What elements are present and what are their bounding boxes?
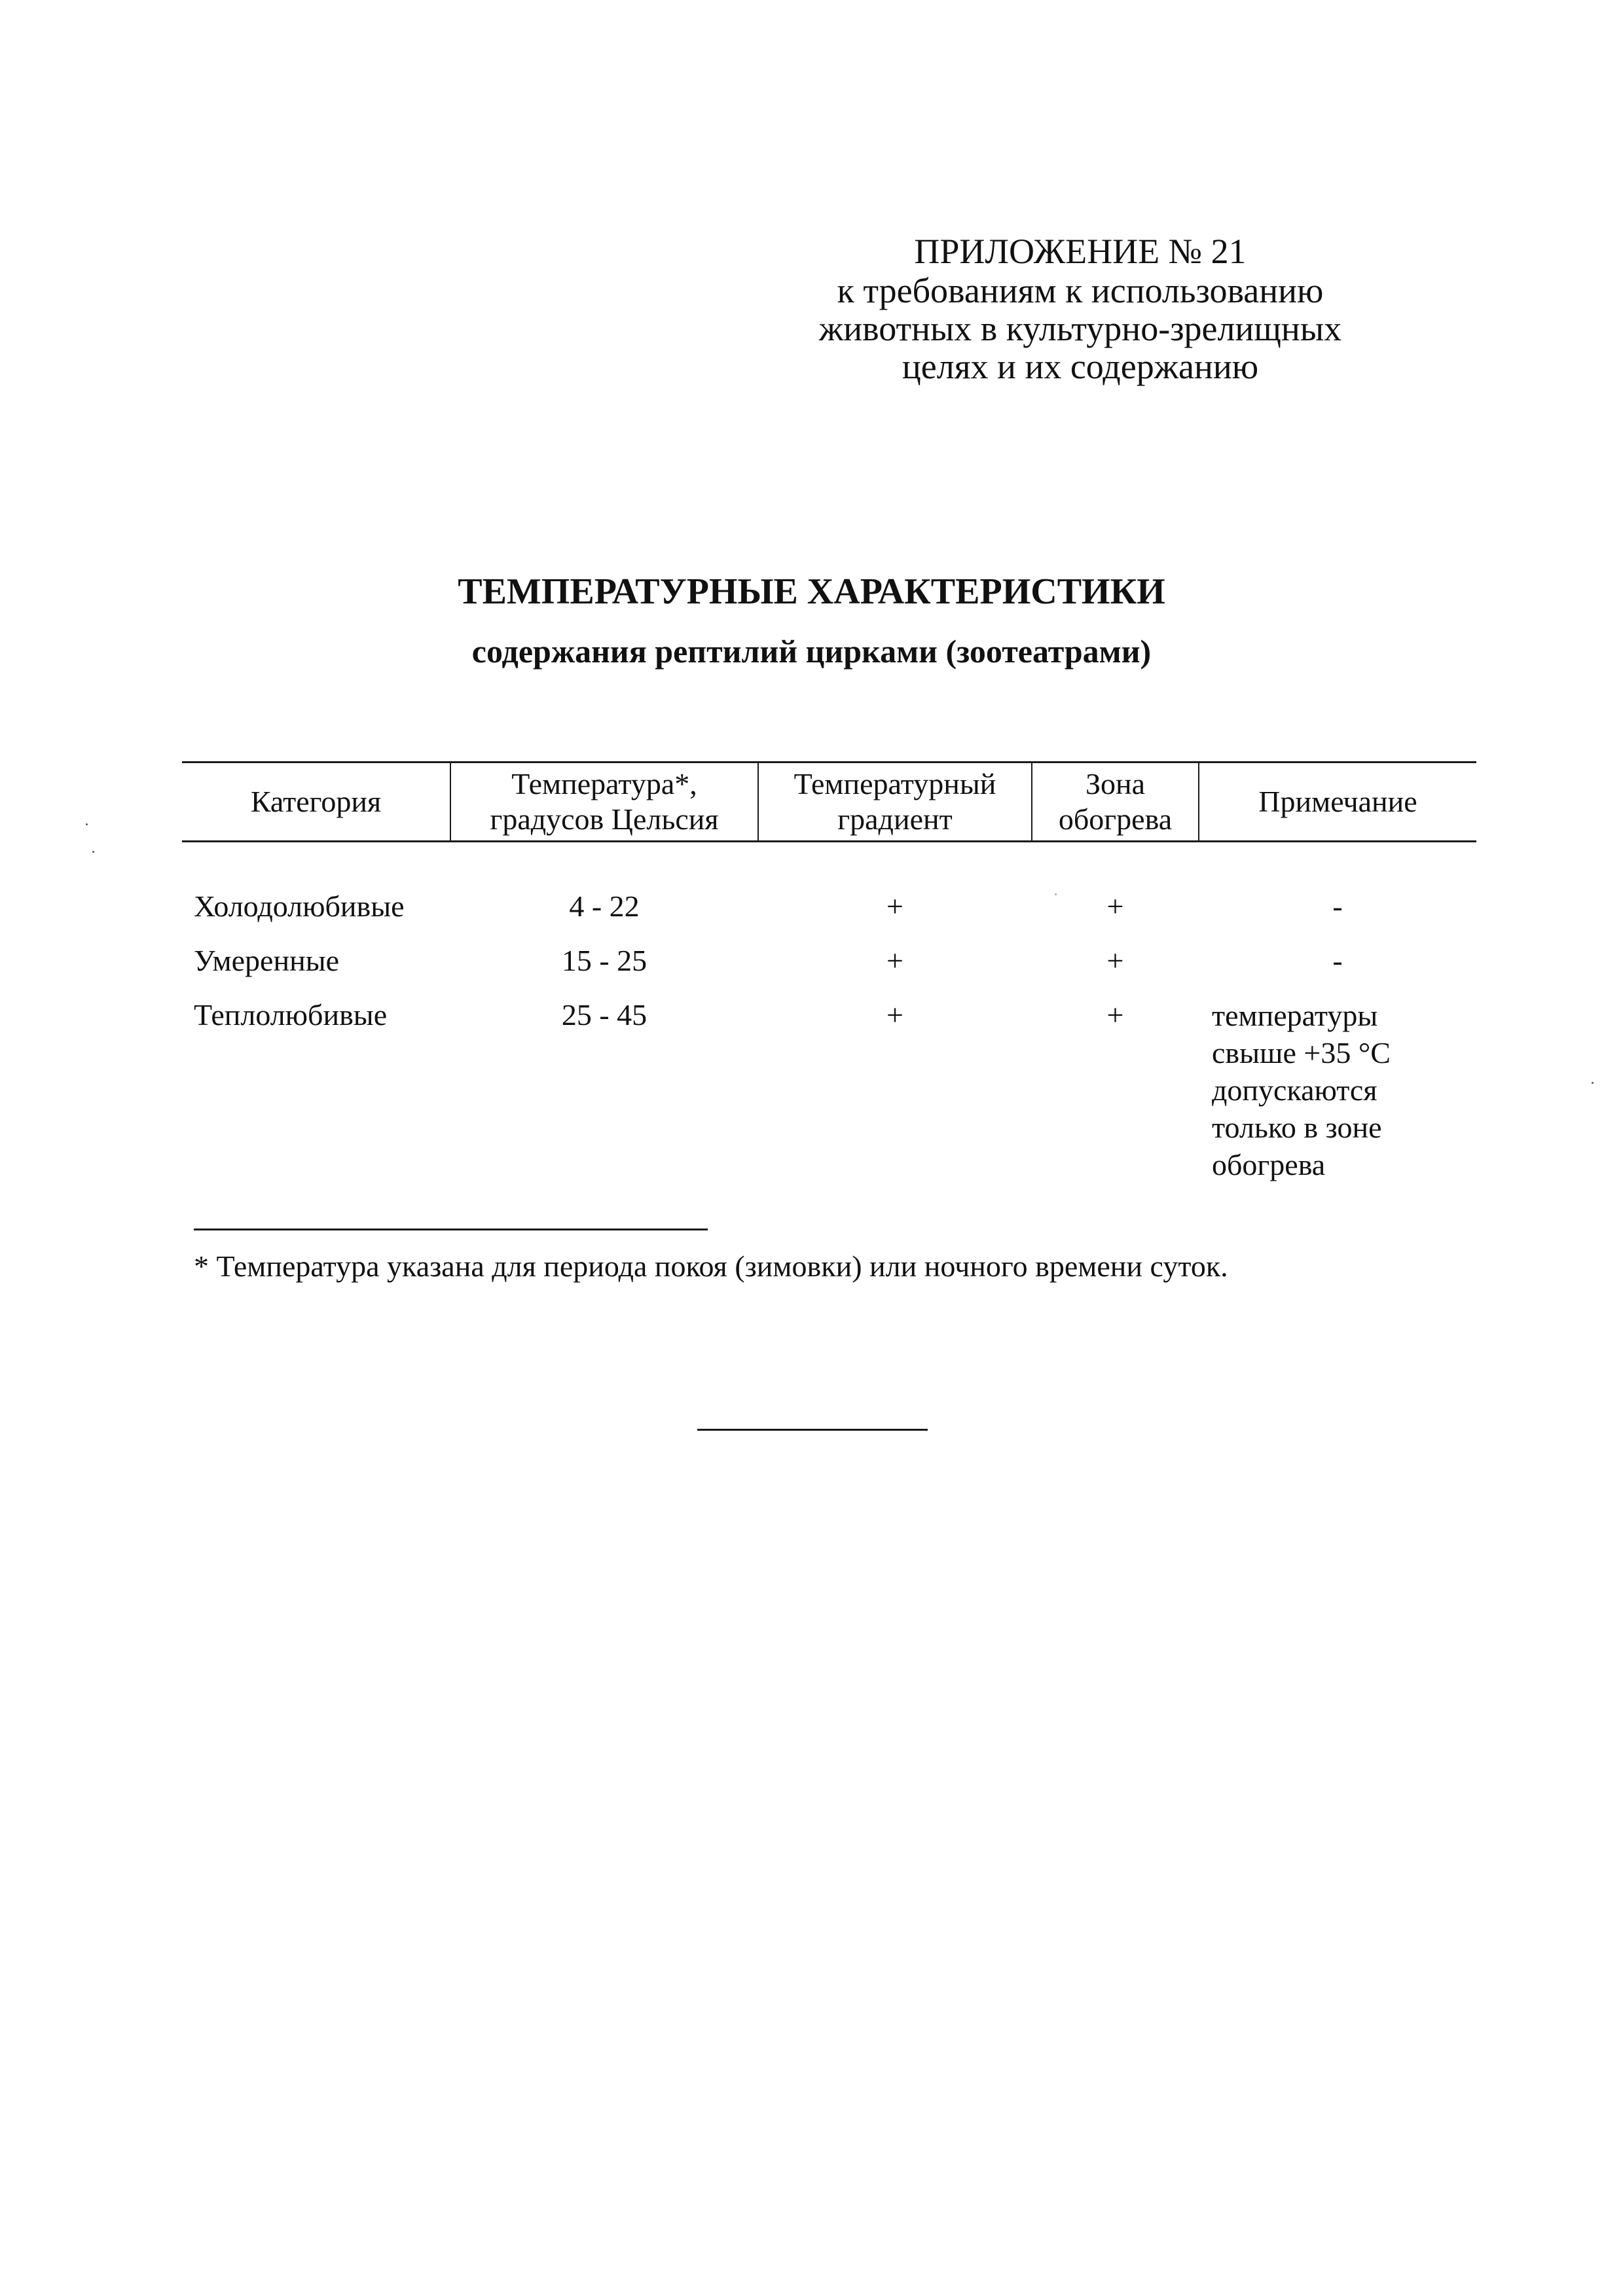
header-temperature: [450, 762, 758, 842]
appendix-line: к требованиям к использованию: [837, 271, 1324, 310]
cell-category: Теплолюбивые: [194, 997, 388, 1031]
header-line: Зона: [1085, 767, 1146, 800]
note-line: обогрева: [1212, 1147, 1326, 1181]
closing-divider: [697, 1429, 928, 1431]
appendix-line: целях и их содержанию: [902, 347, 1259, 386]
cell-category: Холодолюбивые: [194, 889, 405, 923]
table-row: [182, 934, 1476, 988]
cell-note: -: [1332, 889, 1343, 923]
cell-heating-zone: +: [1106, 889, 1124, 923]
note-line: допускаются: [1212, 1073, 1377, 1107]
cell-temperature: 25 - 45: [561, 997, 647, 1031]
header-category: [182, 762, 450, 842]
cell-heating-zone: +: [1106, 997, 1124, 1031]
header-line: Температура*,: [511, 767, 697, 800]
cell-temperature: 4 - 22: [569, 889, 640, 923]
note-line: температуры: [1212, 998, 1378, 1032]
cell-note: -: [1332, 943, 1343, 977]
scan-speck: [1592, 1082, 1594, 1084]
appendix-header: [753, 232, 1408, 386]
header-line: градиент: [837, 802, 953, 836]
header-line: Категория: [250, 785, 382, 818]
cell-category: Умеренные: [194, 943, 340, 977]
appendix-number: ПРИЛОЖЕНИЕ № 21: [914, 232, 1247, 271]
scan-speck: [1055, 893, 1057, 895]
table-row: [182, 988, 1476, 1183]
header-line: Температурный: [793, 767, 996, 800]
cell-gradient: +: [886, 997, 903, 1031]
document-title: ТЕМПЕРАТУРНЫЕ ХАРАКТЕРИСТИКИ: [458, 571, 1165, 612]
footnote-divider: [194, 1229, 708, 1230]
cell-gradient: +: [886, 889, 903, 923]
header-line: обогрева: [1058, 802, 1173, 836]
header-gradient: [758, 762, 1032, 842]
temperature-table: [182, 761, 1476, 1183]
scan-speck: [92, 851, 94, 853]
cell-heating-zone: +: [1106, 943, 1124, 977]
document-subtitle: содержания рептилий цирками (зоотеатрами): [471, 633, 1152, 670]
note-line: свыше +35 °С: [1212, 1035, 1391, 1069]
temperature-table-container: [182, 761, 1476, 1183]
appendix-line: животных в культурно-зрелищных: [818, 309, 1342, 348]
table-spacer-row: [182, 842, 1476, 880]
cell-gradient: +: [886, 943, 903, 977]
header-line: Примечание: [1258, 785, 1417, 818]
scan-speck: [86, 823, 88, 825]
cell-temperature: 15 - 25: [561, 943, 647, 977]
header-heating-zone: [1032, 762, 1199, 842]
note-line: только в зоне: [1212, 1110, 1382, 1144]
header-line: градусов Цельсия: [490, 802, 719, 836]
header-note: [1199, 762, 1476, 842]
table-header-row: [182, 762, 1476, 842]
footnote-text: * Температура указана для периода покоя (зимовки) или ночного времени суток.: [194, 1249, 1228, 1283]
cell-note: [1199, 988, 1476, 1183]
table-row: [182, 880, 1476, 934]
